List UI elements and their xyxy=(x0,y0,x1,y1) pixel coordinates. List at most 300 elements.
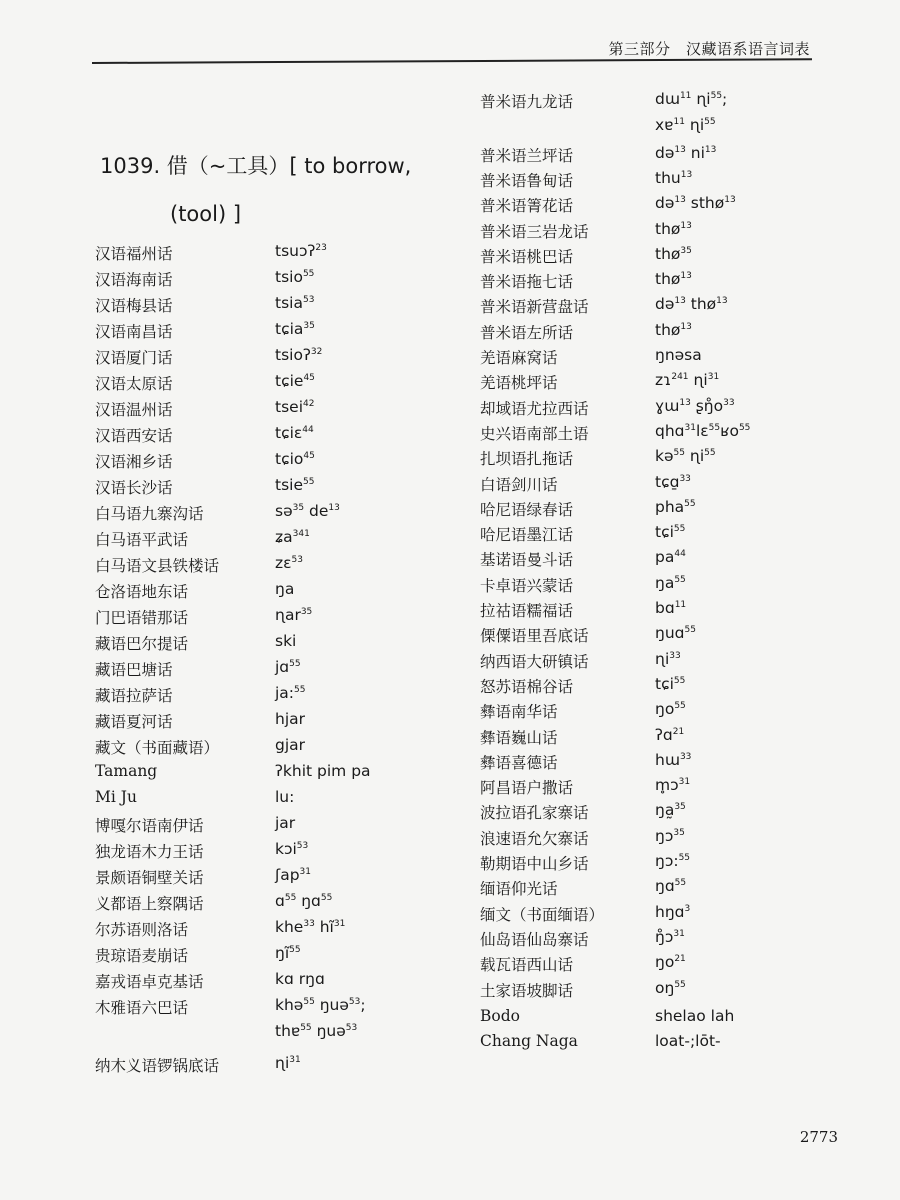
language-name: 勒期语中山乡话 xyxy=(480,855,589,873)
word-form xyxy=(275,398,314,416)
tone-superscript: 13 xyxy=(680,271,692,282)
form-text: ɳi xyxy=(275,1054,290,1072)
language-name: 傈僳语里吾底话 xyxy=(480,627,589,646)
language-name: 独龙语木力王话 xyxy=(95,843,204,861)
form-text: ʂŋ̊o xyxy=(690,396,724,415)
tone-superscript: 53 xyxy=(345,1023,358,1033)
word-form xyxy=(655,346,702,364)
form-text: zɿ xyxy=(655,371,672,390)
tone-superscript: 55 xyxy=(738,422,751,433)
tone-superscript: 13 xyxy=(674,296,686,307)
tone-superscript: 13 xyxy=(674,195,686,206)
word-form xyxy=(655,295,728,313)
language-name: 彝语喜德话 xyxy=(480,753,558,772)
word-form xyxy=(275,996,366,1014)
language-name: 史兴语南部土语 xyxy=(480,424,589,443)
tone-superscript: 33 xyxy=(723,397,735,408)
tone-superscript: 23 xyxy=(315,243,327,253)
language-name: 汉语海南话 xyxy=(95,271,173,289)
language-name: 门巴语错那话 xyxy=(95,609,189,627)
form-text: ŋa xyxy=(655,573,675,592)
word-form xyxy=(275,1054,301,1072)
form-text: ɳi xyxy=(684,116,705,134)
word-form xyxy=(655,574,686,592)
language-name: 羌语桃坪话 xyxy=(480,374,558,393)
tone-superscript: 35 xyxy=(292,503,305,513)
tone-superscript: 45 xyxy=(303,451,315,461)
form-text: hɯ xyxy=(655,750,680,769)
language-name: 白马语九寨沟话 xyxy=(95,505,204,523)
word-form xyxy=(275,866,311,884)
tone-superscript: 11 xyxy=(674,600,687,610)
tone-superscript: 13 xyxy=(704,144,717,155)
tone-superscript: 13 xyxy=(679,397,691,408)
language-name: 嘉戎语卓克基话 xyxy=(95,973,204,991)
language-name: 载瓦语西山话 xyxy=(480,956,574,975)
tone-superscript: 35 xyxy=(300,607,313,617)
language-name: 普米语左所话 xyxy=(480,323,574,342)
word-form xyxy=(275,476,314,494)
language-name: 阿昌语户撒话 xyxy=(480,779,574,798)
form-text: thø xyxy=(655,219,681,238)
form-text: dɯ xyxy=(655,90,680,108)
language-name: 基诺语曼斗话 xyxy=(480,551,574,570)
tone-superscript: 55 xyxy=(300,1023,312,1033)
tone-superscript: 42 xyxy=(303,399,315,409)
word-form xyxy=(655,371,719,389)
form-text: jɑ xyxy=(275,658,290,676)
language-name: 藏语巴尔提话 xyxy=(95,635,189,653)
word-form-variant xyxy=(275,1022,357,1040)
word-form xyxy=(655,751,691,769)
word-form xyxy=(655,599,686,617)
form-text: ʔkhit pim pa xyxy=(275,762,371,780)
tone-superscript: 53 xyxy=(348,997,361,1007)
header-rule xyxy=(92,58,812,64)
tone-superscript: 53 xyxy=(302,295,315,305)
form-text: tsei xyxy=(275,398,303,416)
language-name: 汉语南昌话 xyxy=(95,323,173,341)
form-text: tsio xyxy=(275,268,303,286)
form-text: pa xyxy=(655,548,675,567)
language-name: 缅文（书面缅语） xyxy=(480,905,605,924)
language-name: 纳西语大研镇话 xyxy=(480,652,589,671)
form-text: də xyxy=(655,143,675,162)
word-form xyxy=(655,700,686,718)
form-text: oŋ xyxy=(655,978,675,997)
tone-superscript: 55 xyxy=(684,498,696,509)
word-form xyxy=(275,736,305,754)
form-text: ŋɑ xyxy=(296,892,321,910)
word-form xyxy=(275,242,327,260)
form-text: sə xyxy=(275,502,293,520)
word-form xyxy=(655,397,735,415)
tone-superscript: 3 xyxy=(684,903,691,914)
form-text: tsioʔ xyxy=(275,346,311,364)
form-text: də xyxy=(655,295,675,314)
form-text: thø xyxy=(655,320,681,339)
word-form xyxy=(655,1007,734,1025)
tone-superscript: 31 xyxy=(289,1055,301,1065)
word-form xyxy=(275,268,314,286)
form-text: ja: xyxy=(275,684,295,702)
language-name: 白马语平武话 xyxy=(95,531,189,549)
entry-title-line-1: 1039. 借（~工具）[ to borrow, xyxy=(100,154,412,178)
language-name: 普米语拖七话 xyxy=(480,273,574,292)
tone-superscript: 35 xyxy=(303,321,315,331)
form-text: thø xyxy=(685,295,717,314)
form-text: thø xyxy=(655,270,681,289)
tone-superscript: 45 xyxy=(303,373,315,383)
language-name: 普米语箐花话 xyxy=(480,197,574,216)
form-text: ɳi xyxy=(684,447,705,466)
word-form xyxy=(275,424,314,442)
form-text: hjar xyxy=(275,710,306,728)
language-name: 景颇语铜壁关话 xyxy=(95,869,204,887)
tone-superscript: 33 xyxy=(679,751,692,762)
tone-superscript: 55 xyxy=(673,448,685,459)
word-form xyxy=(655,928,685,946)
word-form xyxy=(655,877,686,895)
language-name: 木雅语六巴话 xyxy=(95,999,189,1017)
word-form xyxy=(275,294,314,312)
tone-superscript: 31 xyxy=(707,372,720,383)
tone-superscript: 31 xyxy=(299,867,311,877)
form-text: ɳi xyxy=(688,371,708,390)
language-name: 义都语上察隅话 xyxy=(95,895,204,913)
word-form xyxy=(275,840,308,858)
tone-superscript: 55 xyxy=(302,269,315,279)
language-name: 却域语尤拉西话 xyxy=(480,399,589,418)
tone-superscript: 35 xyxy=(680,245,692,256)
language-name: 扎坝语扎拖话 xyxy=(480,450,574,469)
word-form xyxy=(655,321,692,339)
form-text: jar xyxy=(275,814,296,832)
form-text: gjar xyxy=(275,736,306,754)
tone-superscript: 241 xyxy=(671,372,689,383)
language-name: 怒苏语棉谷话 xyxy=(480,677,574,696)
tone-superscript: 11 xyxy=(673,117,685,127)
language-name: 普米语三岩龙话 xyxy=(480,222,589,241)
form-text: ɑ xyxy=(275,892,285,910)
language-name: 羌语麻窝话 xyxy=(480,349,558,367)
form-text: ŋo xyxy=(655,953,675,972)
tone-superscript: 13 xyxy=(674,144,686,155)
tone-superscript: 55 xyxy=(710,91,723,101)
entry-title xyxy=(100,150,412,226)
word-form xyxy=(275,346,322,364)
language-name: 拉祜语糯福话 xyxy=(480,602,574,620)
language-name: Chang Naga xyxy=(480,1032,578,1051)
language-name: 藏语巴塘话 xyxy=(95,661,173,679)
word-form xyxy=(655,270,692,288)
form-text: ski xyxy=(275,632,297,650)
word-form xyxy=(655,1032,721,1050)
form-text: m̥ɔ xyxy=(655,776,679,795)
word-form xyxy=(275,658,301,676)
tone-superscript: 55 xyxy=(684,625,696,636)
tone-superscript: 13 xyxy=(680,220,692,231)
form-text: ; xyxy=(722,90,728,108)
word-form xyxy=(275,710,305,728)
tone-superscript: 33 xyxy=(303,919,315,929)
language-name: 哈尼语绿春话 xyxy=(480,500,574,519)
language-name: 土家语坡脚话 xyxy=(480,981,574,1000)
tone-superscript: 55 xyxy=(320,893,333,903)
tone-superscript: 55 xyxy=(704,448,716,459)
form-text: kɔi xyxy=(275,840,297,858)
form-text: ʃap xyxy=(275,866,300,884)
form-text: tsia xyxy=(275,294,303,312)
form-text: thɐ xyxy=(275,1022,301,1040)
word-form xyxy=(655,498,696,516)
language-name: 普米语新营盘话 xyxy=(480,298,589,317)
language-name: 博嘎尔语南伊话 xyxy=(95,817,204,835)
tone-superscript: 21 xyxy=(672,726,685,737)
word-form xyxy=(655,827,685,845)
word-form xyxy=(275,450,315,468)
tone-superscript: 33 xyxy=(679,473,691,484)
language-name: 汉语太原话 xyxy=(95,375,173,393)
form-text: lɛ xyxy=(695,421,709,440)
form-text: ŋɑ xyxy=(655,877,675,896)
form-text: zɛ xyxy=(275,554,292,572)
language-name: 卡卓语兴蒙话 xyxy=(480,576,574,595)
form-text: ŋuə xyxy=(314,996,349,1014)
form-text: tɕie xyxy=(275,372,304,390)
form-text: tɕia xyxy=(275,320,304,338)
language-name: 仙岛语仙岛寨话 xyxy=(480,930,589,949)
word-form xyxy=(275,788,294,806)
language-name: 仓洛语地东话 xyxy=(95,583,189,601)
word-form xyxy=(655,675,685,693)
tone-superscript: 55 xyxy=(673,675,686,686)
tone-superscript: 55 xyxy=(289,659,301,669)
form-text: tsie xyxy=(275,476,303,494)
tone-superscript: 55 xyxy=(673,524,686,535)
form-text: ŋa̰ xyxy=(655,801,675,820)
form-text: ŋɔ xyxy=(655,826,674,845)
language-name: Tamang xyxy=(95,762,158,780)
tone-superscript: 31 xyxy=(684,422,696,433)
form-text: hĩ xyxy=(314,918,334,936)
word-form xyxy=(655,852,690,870)
word-form xyxy=(275,502,340,520)
form-text: tɕɑ̱ xyxy=(655,472,680,491)
tone-superscript: 13 xyxy=(724,195,736,206)
form-text: ʑa xyxy=(275,528,293,546)
form-text: xɐ xyxy=(655,116,674,134)
form-text: ŋuɑ xyxy=(655,624,685,643)
language-name: 哈尼语墨江话 xyxy=(480,526,574,545)
form-text: bɑ xyxy=(655,599,675,617)
form-text: tɕi xyxy=(655,674,674,693)
tone-superscript: 44 xyxy=(674,549,686,560)
word-form xyxy=(275,892,332,910)
word-form xyxy=(275,762,371,780)
running-header: 第三部分 汉藏语系语言词表 xyxy=(608,40,810,58)
language-name: 普米语桃巴话 xyxy=(480,247,574,266)
word-form xyxy=(655,169,692,187)
form-text: pha xyxy=(655,497,685,516)
word-form xyxy=(655,726,684,744)
word-form xyxy=(275,970,325,988)
tone-superscript: 55 xyxy=(708,422,721,433)
form-text: khe xyxy=(275,918,304,936)
language-name: Mi Ju xyxy=(95,788,137,806)
tone-superscript: 55 xyxy=(674,979,686,990)
form-text: ɣɯ xyxy=(655,396,680,415)
word-form xyxy=(275,372,315,390)
word-form xyxy=(275,944,301,962)
word-form xyxy=(655,473,691,491)
language-name: 汉语湘乡话 xyxy=(95,453,173,471)
language-name: 普米语九龙话 xyxy=(480,93,574,111)
language-name: 白马语文县铁楼话 xyxy=(95,557,220,575)
language-name: 汉语长沙话 xyxy=(95,479,173,497)
form-text: loat-;lōt- xyxy=(655,1032,721,1051)
tone-superscript: 31 xyxy=(333,919,346,929)
word-form xyxy=(655,422,750,440)
language-name: 藏语拉萨话 xyxy=(95,687,173,705)
form-text: kə xyxy=(655,447,674,466)
word-form xyxy=(275,606,312,624)
tone-superscript: 55 xyxy=(284,893,297,903)
word-form xyxy=(275,580,294,598)
language-name: 普米语兰坪话 xyxy=(480,146,574,165)
language-name: 白语剑川话 xyxy=(480,475,558,494)
form-text: ; xyxy=(360,996,366,1014)
form-text: ŋ̊ɔ xyxy=(655,927,674,946)
word-form xyxy=(655,523,685,541)
language-name: 汉语福州话 xyxy=(95,245,173,263)
tone-superscript: 55 xyxy=(674,701,686,712)
language-name: 汉语西安话 xyxy=(95,427,173,445)
language-name: 浪速语允欠寨话 xyxy=(480,829,589,848)
tone-superscript: 53 xyxy=(291,555,303,565)
page-number: 2773 xyxy=(799,1128,838,1146)
form-text: ŋĩ xyxy=(275,944,290,962)
language-name: 普米语鲁甸话 xyxy=(480,171,574,190)
word-form xyxy=(655,220,692,238)
form-text: ʔɑ xyxy=(655,725,673,744)
form-text: ɳar xyxy=(275,606,301,624)
language-name: Bodo xyxy=(480,1006,520,1025)
form-text: də xyxy=(655,194,675,213)
language-name: 尔苏语则洛话 xyxy=(95,921,189,939)
tone-superscript: 13 xyxy=(716,296,728,307)
word-form xyxy=(275,684,305,702)
word-form xyxy=(275,814,295,832)
form-text: ni xyxy=(685,143,705,162)
language-name: 波拉语孔家寨话 xyxy=(480,804,589,823)
form-text: ɳi xyxy=(691,90,711,108)
word-form xyxy=(275,528,310,546)
language-name: 汉语梅县话 xyxy=(95,297,173,315)
form-text: khə xyxy=(275,996,304,1014)
form-text: ŋuə xyxy=(311,1022,346,1040)
tone-superscript: 55 xyxy=(303,477,315,487)
tone-superscript: 13 xyxy=(680,321,692,332)
tone-superscript: 55 xyxy=(294,685,306,695)
word-form xyxy=(275,632,296,650)
form-text: thø xyxy=(655,244,681,263)
form-text: ŋɔ: xyxy=(655,852,679,870)
tone-superscript: 31 xyxy=(673,928,685,939)
tone-superscript: 53 xyxy=(296,841,309,851)
tone-superscript: 44 xyxy=(302,425,314,435)
tone-superscript: 55 xyxy=(704,117,716,127)
tone-superscript: 33 xyxy=(669,650,681,661)
form-text: shelao lah xyxy=(655,1006,735,1025)
word-form xyxy=(655,776,690,794)
form-text: ʁo xyxy=(720,421,739,440)
tone-superscript: 32 xyxy=(310,347,323,357)
word-form xyxy=(275,918,345,936)
form-text: tɕi xyxy=(655,523,674,542)
form-text: ŋnəsa xyxy=(655,346,702,364)
tone-superscript: 13 xyxy=(680,169,693,180)
form-text: kɑ rŋɑ xyxy=(275,970,325,988)
form-text: hŋɑ xyxy=(655,902,685,921)
word-form xyxy=(275,320,315,338)
tone-superscript: 31 xyxy=(678,777,691,788)
form-text: sthø xyxy=(685,194,725,213)
word-form xyxy=(655,194,736,212)
tone-superscript: 35 xyxy=(673,827,685,838)
form-text: lu: xyxy=(275,788,295,806)
tone-superscript: 55 xyxy=(678,853,691,863)
language-name: 贵琼语麦崩话 xyxy=(95,947,189,965)
language-name: 藏文（书面藏语） xyxy=(95,739,220,757)
language-name: 纳木义语锣锅底话 xyxy=(95,1057,220,1075)
form-text: ŋo xyxy=(655,700,675,719)
word-form xyxy=(655,447,716,465)
language-name: 汉语厦门话 xyxy=(95,349,173,367)
form-text: ɳi xyxy=(655,649,670,668)
form-text: qhɑ xyxy=(655,421,685,440)
word-form xyxy=(655,903,690,921)
tone-superscript: 35 xyxy=(674,802,686,813)
form-text: tsuɔʔ xyxy=(275,242,316,260)
word-form xyxy=(655,801,686,819)
word-form xyxy=(655,90,727,108)
form-text: thu xyxy=(655,168,681,187)
word-form xyxy=(655,650,681,668)
language-name: 藏语夏河话 xyxy=(95,713,173,731)
tone-superscript: 21 xyxy=(674,954,686,965)
word-form xyxy=(655,979,686,997)
tone-superscript: 55 xyxy=(303,997,315,1007)
word-form xyxy=(655,245,692,263)
form-text: de xyxy=(304,502,329,520)
form-text: tɕio xyxy=(275,450,304,468)
word-form-variant xyxy=(655,116,716,134)
tone-superscript: 55 xyxy=(674,574,686,585)
tone-superscript: 11 xyxy=(679,91,692,101)
tone-superscript: 55 xyxy=(289,945,301,955)
form-text: ŋa xyxy=(275,580,295,598)
word-form xyxy=(275,554,303,572)
language-name: 彝语巍山话 xyxy=(480,728,558,747)
word-form xyxy=(655,144,716,162)
word-form xyxy=(655,624,696,642)
entry-title-line-2: (tool) ] xyxy=(170,202,242,226)
tone-superscript: 55 xyxy=(674,878,687,889)
tone-superscript: 341 xyxy=(292,529,310,539)
word-form xyxy=(655,548,686,566)
word-form xyxy=(655,953,686,971)
